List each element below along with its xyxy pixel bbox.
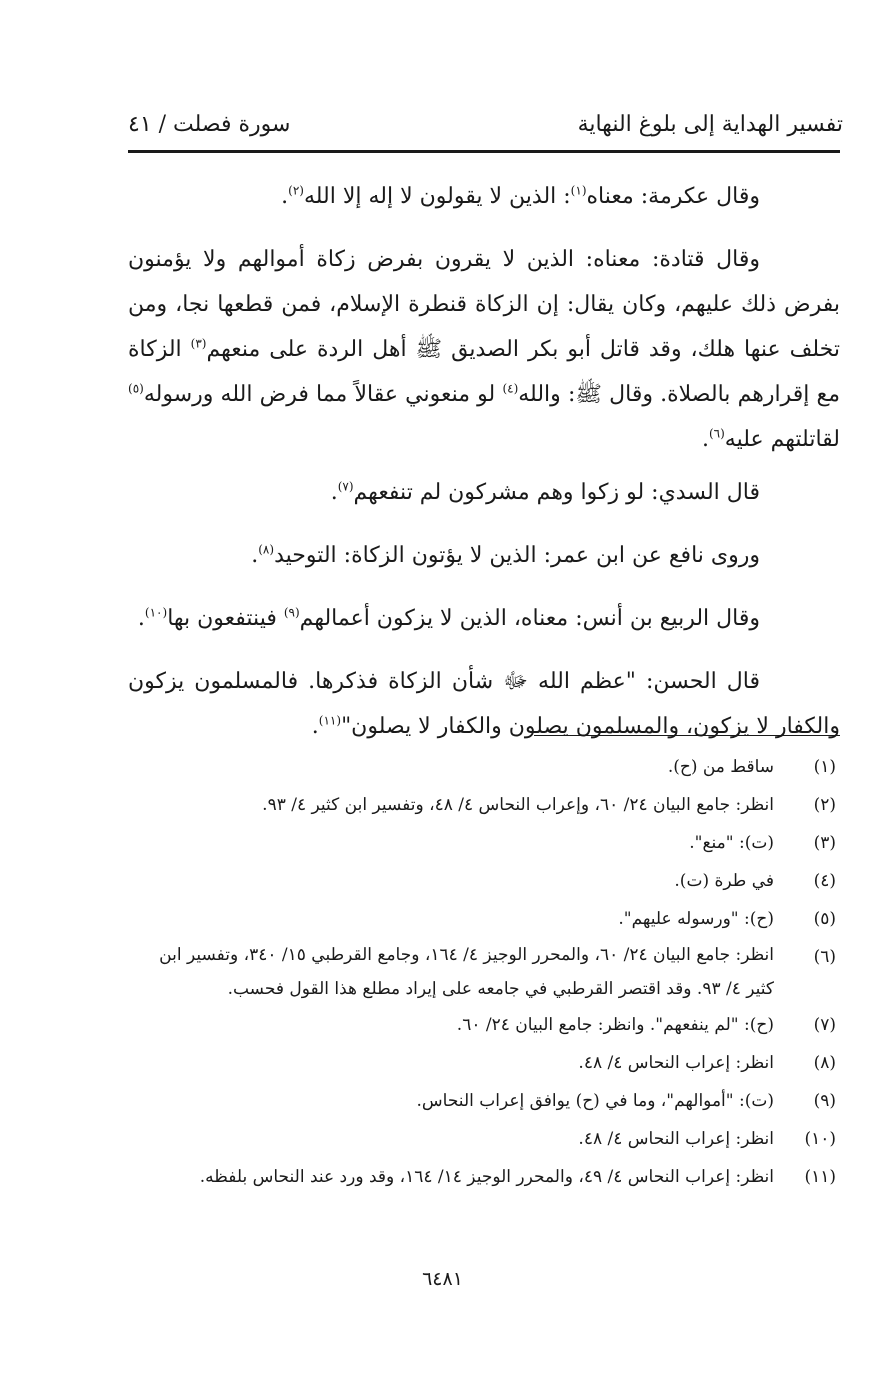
footnote-ref: (٦) (708, 426, 725, 441)
paragraph-rabi: وقال الربيع بن أنس: معناه، الذين لا يزكون أعمالهم$^{(٩)}$ فينتفعون بها$^{(١٠)}$. (137, 605, 760, 631)
footnote-text: انظر: إعراب النحاس ٤/ ٤٨. (578, 1129, 774, 1149)
footnote-item (128, 1158, 840, 1196)
footnote-item (128, 862, 840, 900)
footnote-ref: (٤) (502, 381, 519, 396)
footnote-ref: (٣) (190, 336, 207, 351)
footnote-number: (٥) (813, 909, 836, 929)
footnote-ref: (٢) (288, 183, 304, 198)
footnote-item (128, 1006, 840, 1044)
footnote-ref: (٥) (128, 381, 144, 396)
paragraph-hasan: قال الحسن: "عظم الله ﷻ شأن الزكاة فذكرها. فالمسلمون يزكون والكفار لا يزكون، والمسلمون يصلون والكفار لا يصلون"$^{(١١)}$. (128, 669, 840, 739)
footnote-number: (١٠) (804, 1129, 836, 1149)
footnote-text: (ت): "منع". (689, 833, 774, 853)
footnote-separator (534, 735, 840, 736)
footnote-item (128, 1044, 840, 1082)
footnote-number: (١١) (804, 1167, 836, 1187)
footnote-ref: (١١) (318, 713, 342, 728)
footnote-ref: (٧) (337, 479, 354, 494)
footnote-item (128, 900, 840, 938)
running-header (128, 100, 843, 146)
paragraph-qatada: وقال قتادة: معناه: الذين لا يقرون بفرض زكاة أموالهم ولا يؤمنون بفرض ذلك عليهم، وكان يقال: إن الزكاة قنطرة الإسلام، فمن قطعها نجا، ومن تخلف عنها هلك، وقد قاتل أبو بكر الصديق ﷺ أهل الردة على منعهم$^{(٣)}$ الزكاة مع إقرارهم بالصلاة. وقال ﷺ: والله$^{(٤)}$ لو منعوني عقالاً مما فرض الله ورسوله$^{(٥)}$ لقاتلتهم عليه$^{(٦)}$. (128, 247, 840, 452)
footnote-text: (ح): "لم ينفعهم". وانظر: جامع البيان ٢٤/ ٦٠. (456, 1015, 774, 1035)
footnote-ref: (١) (570, 183, 587, 198)
footnote-number: (٩) (813, 1091, 836, 1111)
footnote-number: (٨) (813, 1053, 836, 1073)
footnote-number: (٦) (813, 947, 836, 967)
footnote-number: (١) (813, 757, 836, 777)
footnote-item (128, 824, 840, 862)
footnote-item (128, 786, 840, 824)
paragraph-suddi: قال السدي: لو زكوا وهم مشركون لم تنفعهم$^{(٧)}$. (330, 479, 760, 505)
footnote-ref: (٩) (283, 605, 300, 620)
footnote-item (128, 748, 840, 786)
paragraph-ikrima: وقال عكرمة: معناه$^{(١)}$: الذين لا يقولون لا إله إلا الله$^{(٢)}$. (281, 183, 760, 209)
paragraph-nafi: وروى نافع عن ابن عمر: الذين لا يؤتون الزكاة: التوحيد$^{(٨)}$. (251, 542, 760, 568)
page-number: ٦٤٨١ (422, 1268, 463, 1290)
footnote-item (128, 1120, 840, 1158)
footnote-text: انظر: إعراب النحاس ٤/ ٤٨. (578, 1053, 774, 1073)
footnote-text: (ت): "أموالهم"، وما في (ح) يوافق إعراب النحاس. (416, 1091, 774, 1111)
footnote-text: انظر: جامع البيان ٢٤/ ٦٠، والمحرر الوجيز ٤/ ١٦٤، وجامع القرطبي ١٥/ ٣٤٠، وتفسير ابن كثير ٤/ ٩٣. وقد اقتصر القرطبي في جامعه على إيراد مطلع هذا القول فحسب. (159, 945, 774, 999)
footnote-number: (٢) (813, 795, 836, 815)
main-text (128, 174, 840, 757)
footnote-text: ساقط من (ح). (667, 757, 774, 777)
surah-label: سورة فصلت / ٤١ (128, 112, 291, 137)
footnote-number: (٤) (813, 871, 836, 891)
footnote-ref: (١٠) (144, 605, 168, 620)
footnote-number: (٣) (813, 833, 836, 853)
footnote-ref: (٨) (258, 542, 275, 557)
footnote-number: (٧) (813, 1015, 836, 1035)
footnote-item (128, 938, 840, 1006)
footnotes (128, 748, 840, 1196)
footnote-text: انظر: جامع البيان ٢٤/ ٦٠، وإعراب النحاس ٤/ ٤٨، وتفسير ابن كثير ٤/ ٩٣. (262, 795, 774, 815)
header-rule (128, 150, 840, 153)
footnote-item (128, 1082, 840, 1120)
footnote-text: انظر: إعراب النحاس ٤/ ٤٩، والمحرر الوجيز ١٤/ ١٦٤، وقد ورد عند النحاس بلفظه. (199, 1167, 774, 1187)
footnote-text: (ح): "ورسوله عليهم". (618, 909, 774, 929)
book-title: تفسير الهداية إلى بلوغ النهاية (577, 112, 843, 137)
footnote-text: في طرة (ت). (674, 871, 774, 891)
